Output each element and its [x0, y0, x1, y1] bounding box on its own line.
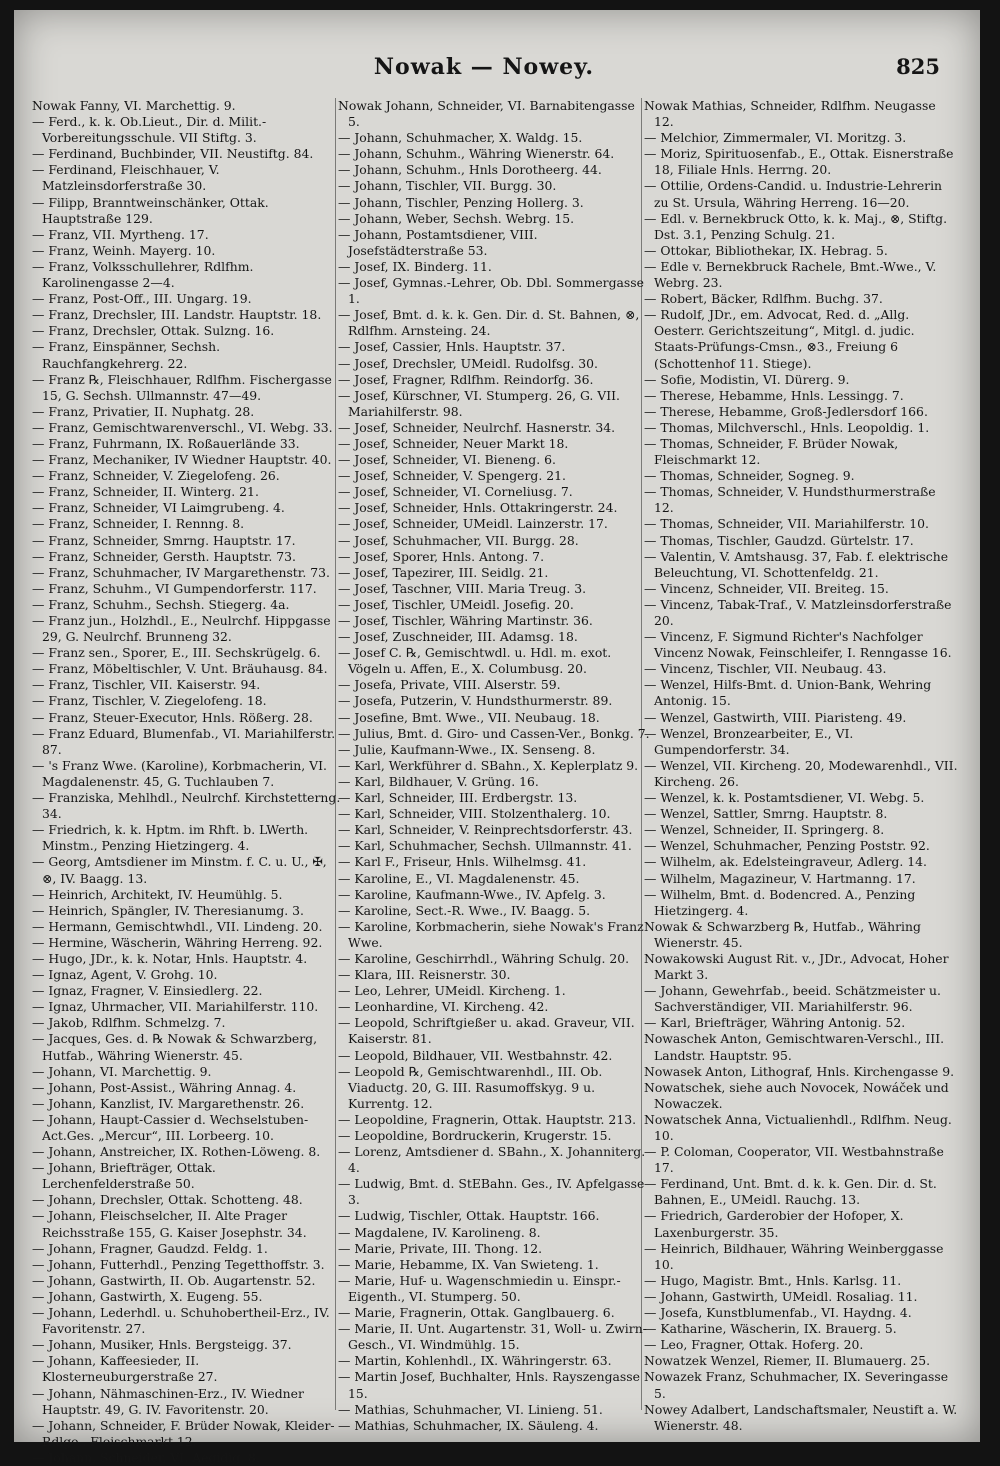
directory-entry: — Josef, Fragner, Rdlfhm. Reindorfg. 36.	[338, 371, 594, 387]
directory-entry: — Vincenz, F. Sigmund Richter's Nachfolger Vincenz Nowak, Feinschleifer, I. Renngasse 16.	[644, 629, 952, 661]
directory-entry: — Leopold, Bildhauer, VII. Westbahnstr. 42.	[338, 1047, 613, 1063]
directory-entry: — Karl, Werkführer d. SBahn., X. Keplerplatz 9.	[338, 757, 639, 773]
directory-entry: — Franz, Steuer-Executor, Hnls. Rößerg. 28.	[32, 709, 313, 725]
directory-entry: — Leonhardine, VI. Kircheng. 42.	[338, 999, 549, 1015]
directory-entry: — Ignaz, Agent, V. Grohg. 10.	[32, 967, 218, 983]
directory-entry: — Ottilie, Ordens-Candid. u. Industrie-Lehrerin zu St. Ursula, Währing Herreng. 16—20.	[644, 178, 943, 210]
directory-entry: — Johann, Gastwirth, UMeidl. Rosaliag. 11.	[644, 1288, 918, 1304]
directory-entry: — Ludwig, Tischler, Ottak. Hauptstr. 166.	[338, 1208, 600, 1224]
directory-entry: — Karoline, Kaufmann-Wwe., IV. Apfelg. 3.	[338, 886, 606, 902]
directory-entry: — Moriz, Spirituosenfab., E., Ottak. Eisnerstraße 18, Filiale Hnls. Herrng. 20.	[644, 146, 954, 178]
directory-entry: — Franz, Schneider, Gersth. Hauptstr. 73.	[32, 548, 296, 564]
directory-entry: — Josefa, Private, VIII. Alserstr. 59.	[338, 677, 561, 693]
directory-entry: — Josefine, Bmt. Wwe., VII. Neubaug. 18.	[338, 709, 600, 725]
directory-entry: Nowak & Schwarzberg ℞, Hutfab., Währing Wienerstr. 45.	[644, 918, 921, 950]
directory-entry: — Franz, Schneider, VI Laimgrubeng. 4.	[32, 500, 285, 516]
directory-entry: — Johann, Schneider, F. Brüder Nowak, Kleider-Rdlge., Fleischmarkt 12.	[32, 1417, 335, 1449]
directory-entry: — Wenzel, Sattler, Smrng. Hauptstr. 8.	[644, 806, 888, 822]
directory-entry: — Josef, Schneider, VI. Corneliusg. 7.	[338, 484, 573, 500]
directory-entry: — Franz, Tischler, VII. Kaiserstr. 94.	[32, 677, 261, 693]
directory-entry: Nowazek Franz, Schuhmacher, IX. Severingasse 5.	[644, 1369, 949, 1401]
directory-entry: — Leo, Fragner, Ottak. Hoferg. 20.	[644, 1337, 864, 1353]
directory-entry: — Wenzel, Bronzearbeiter, E., VI. Gumpendorferstr. 34.	[644, 725, 854, 757]
directory-entry: — Josef, Schneider, Neuer Markt 18.	[338, 435, 569, 451]
directory-entry: — Franz, Fuhrmann, IX. Roßauerlände 33.	[32, 435, 300, 451]
directory-entry: — Franz, Einspänner, Sechsh. Rauchfangkehrerg. 22.	[32, 339, 221, 371]
directory-entry: — Josef, Schneider, UMeidl. Lainzerstr. 17.	[338, 516, 608, 532]
directory-entry: — Thomas, Schneider, Sogneg. 9.	[644, 468, 855, 484]
directory-entry: — Franz, Tischler, V. Ziegelofeng. 18.	[32, 693, 267, 709]
directory-entry: — Johann, Lederhdl. u. Schuhobertheil-Erz., IV. Favoritenstr. 27.	[32, 1305, 330, 1337]
directory-entry: — Franz, Volksschullehrer, Rdlfhm. Karolinengasse 2—4.	[32, 258, 254, 291]
directory-entry: — Karoline, Korbmacherin, siehe Nowak's Franz Wwe.	[338, 918, 644, 950]
directory-entry: — Josef, Kürschner, VI. Stumperg. 26, G. VII. Mariahilferstr. 98.	[338, 387, 620, 419]
directory-entry: — Johann, Schneider, VI. Aegidig. 8.	[32, 1449, 260, 1465]
directory-entry: — Karl, Bildhauer, V. Grüng. 16.	[338, 773, 539, 789]
directory-entry: — Vincenz, Schneider, VII. Breiteg. 15.	[644, 580, 889, 596]
directory-entry: — Klara, III. Reisnerstr. 30.	[338, 967, 511, 983]
directory-entry: — Franz, Schneider, II. Winterg. 21.	[32, 484, 259, 500]
directory-entry: — Franz, Schuhm., VI Gumpendorferstr. 117.	[32, 580, 317, 596]
directory-entry: Nowatschek Anna, Victualienhdl., Rdlfhm. Neug. 10.	[644, 1111, 952, 1143]
directory-entry: — Franz, Schuhm., Sechsh. Stiegerg. 4a.	[32, 596, 290, 612]
directory-entry: — Melchior, Zimmermaler, VI. Moritzg. 3.	[644, 130, 907, 146]
directory-entry: — Josef, Schuhmacher, VII. Burgg. 28.	[338, 532, 579, 548]
directory-entry: — Franz, Drechsler, Ottak. Sulzng. 16.	[32, 323, 275, 339]
directory-entry: — Josef, Zuschneider, III. Adamsg. 18.	[338, 629, 578, 645]
directory-entry: — Wenzel, VII. Kircheng. 20, Modewarenhdl., VII. Kircheng. 26.	[644, 757, 958, 789]
directory-entry: — Johann, Gastwirth, II. Ob. Augartenstr. 52.	[32, 1272, 316, 1288]
directory-entry: — Sofie, Modistin, VI. Dürerg. 9.	[644, 371, 850, 387]
directory-entry: — Johann, Postamtsdiener, VIII. Josefstädterstraße 53.	[338, 226, 538, 258]
directory-entry: — Rudolf, JDr., em. Advocat, Red. d. „Allg. Oesterr. Gerichtszeitung“, Mitgl. d. judic. Staats-Prüfungs-Cmsn., ⊗3., Freiung 6 (Schottenhof 11. Stiege).	[644, 307, 915, 371]
directory-entry: — Johann, Schuhmacher, X. Waldg. 15.	[338, 130, 583, 146]
directory-entry: — Wenzel, Schneider, II. Springerg. 8.	[644, 822, 885, 838]
directory-entry: — Josef, Drechsler, UMeidl. Rudolfsg. 30.	[338, 355, 598, 371]
directory-entry: — Johann, Weber, Sechsh. Webrg. 15.	[338, 210, 575, 226]
directory-entry: — Wilhelm, ak. Edelsteingraveur, Adlerg. 14.	[644, 854, 927, 870]
directory-entry: — Franz, Drechsler, III. Landstr. Hauptstr. 18.	[32, 307, 322, 323]
directory-entry: — Franz, Schneider, Smrng. Hauptstr. 17.	[32, 532, 296, 548]
column-right	[644, 98, 958, 1433]
directory-entry: — Hermann, Gemischtwhdl., VII. Lindeng. 20.	[32, 918, 323, 934]
directory-entry: — Franz, Möbeltischler, V. Unt. Bräuhausg. 84.	[32, 661, 328, 677]
directory-entry: — Thomas, Schneider, F. Brüder Nowak, Fleischmarkt 12.	[644, 435, 899, 468]
directory-entry: — Filipp, Branntweinschänker, Ottak. Hauptstraße 129.	[32, 194, 269, 226]
directory-entry: — Martin, Kohlenhdl., IX. Währingerstr. 63.	[338, 1353, 612, 1369]
directory-entry: — Johann, Schuhm., Hnls Dorotheerg. 44.	[338, 162, 602, 178]
directory-entry: — Therese, Hebamme, Hnls. Lessingg. 7.	[644, 387, 904, 403]
directory-entry: — Edle v. Bernekbruck Rachele, Bmt.-Wwe., V. Webrg. 23.	[644, 258, 937, 291]
directory-entry: — Ottokar, Bibliothekar, IX. Hebrag. 5.	[644, 242, 888, 258]
directory-entry: — Wenzel, k. k. Postamtsdiener, VI. Webg. 5.	[644, 790, 925, 806]
directory-entry: Nowatschek, siehe auch Novocek, Nowáček und Nowaczek.	[644, 1079, 949, 1111]
directory-entry: — Thomas, Tischler, Gaudzd. Gürtelstr. 17.	[644, 532, 914, 548]
page-header	[14, 54, 980, 84]
directory-entry: — Josef, Schneider, V. Spengerg. 21.	[338, 468, 566, 484]
directory-entry: — Johann, Fragner, Gaudzd. Feldg. 1.	[32, 1240, 268, 1256]
directory-entry: — Therese, Hebamme, Groß-Jedlersdorf 166.	[644, 403, 928, 419]
directory-entry: — Heinrich, Spängler, IV. Theresianumg. 3.	[32, 902, 304, 918]
directory-entry: — Wenzel, Hilfs-Bmt. d. Union-Bank, Wehring Antonig. 15.	[644, 677, 932, 709]
directory-entry: — Franz, Post-Off., III. Ungarg. 19.	[32, 291, 252, 307]
column-left	[32, 98, 344, 1465]
directory-entry: — Marie, II. Unt. Augartenstr. 31, Woll- u. Zwirn-Gesch., VI. Windmühlg. 15.	[338, 1321, 647, 1353]
directory-entry: Nowak Johann, Schneider, VI. Barnabitengasse 5.	[338, 98, 635, 130]
directory-entry: — Johann, Kaffeesieder, II. Klosterneuburgerstraße 27.	[32, 1353, 218, 1385]
directory-entry: — Franz, Weinh. Mayerg. 10.	[32, 242, 216, 258]
directory-entry: — Heinrich, Architekt, IV. Heumühlg. 5.	[32, 886, 283, 902]
directory-entry: — Magdalene, IV. Karolineng. 8.	[338, 1224, 541, 1240]
directory-entry: — P. Coloman, Cooperator, VII. Westbahnstraße 17.	[644, 1144, 944, 1176]
directory-entry: — Leo, Lehrer, UMeidl. Kircheng. 1.	[338, 983, 566, 999]
directory-entry: — Marie, Private, III. Thong. 12.	[338, 1240, 543, 1256]
column-middle	[338, 98, 650, 1433]
directory-entry: — Josef, Taschner, VIII. Maria Treug. 3.	[338, 580, 587, 596]
directory-entry: — Josef, Tapezirer, III. Seidlg. 21.	[338, 564, 549, 580]
directory-entry: — Karoline, E., VI. Magdalenenstr. 45.	[338, 870, 580, 886]
directory-entry: Nowak Mathias, Schneider, Rdlfhm. Neugasse 12.	[644, 98, 936, 130]
directory-entry: — Franz ℞, Fleischhauer, Rdlfhm. Fischergasse 15, G. Sechsh. Ullmannstr. 47—49.	[32, 371, 332, 403]
directory-entry: — Johann, Tischler, VII. Burgg. 30.	[338, 178, 557, 194]
directory-entry: — Josef, Tischler, Währing Martinstr. 36.	[338, 613, 593, 628]
directory-entry: — 's Franz Wwe. (Karoline), Korbmacherin, VI. Magdalenenstr. 45, G. Tuchlauben 7.	[32, 757, 327, 789]
directory-entry: Nowasek Anton, Lithograf, Hnls. Kirchengasse 9.	[644, 1063, 955, 1079]
page-number: 825	[896, 54, 940, 79]
directory-entry: — Franz, Schneider, V. Ziegelofeng. 26.	[32, 468, 280, 484]
directory-entry: — Karl, Schuhmacher, Sechsh. Ullmannstr. 41.	[338, 838, 632, 854]
directory-entry: — Johann, Gewehrfab., beeid. Schätzmeister u. Sachverständiger, VII. Mariahilferstr. 96.	[644, 983, 941, 1015]
directory-entry: — Leopoldine, Bordruckerin, Krugerstr. 15.	[338, 1128, 612, 1143]
directory-entry: — Ferdinand, Fleischhauer, V. Matzleinsdorferstraße 30.	[32, 162, 220, 194]
directory-entry: — Lorenz, Amtsdiener d. SBahn., X. Johanniterg. 4.	[338, 1144, 646, 1176]
directory-entry: — Leopold, Schriftgießer u. akad. Graveur, VII. Kaiserstr. 81.	[338, 1015, 635, 1047]
directory-page	[14, 10, 980, 1465]
directory-entry: — Johann, Kanzlist, IV. Margarethenstr. 26.	[32, 1095, 305, 1111]
directory-entry: — Georg, Amtsdiener im Minstm. f. C. u. U., ✠, ⊗, IV. Baagg. 13.	[32, 854, 327, 886]
directory-entry: — Josef, Cassier, Hnls. Hauptstr. 37.	[338, 339, 566, 355]
directory-entry: — Johann, Anstreicher, IX. Rothen-Löweng. 8.	[32, 1144, 321, 1160]
directory-entry: — Ignaz, Fragner, V. Einsiedlerg. 22.	[32, 983, 263, 999]
directory-entry: — Marie, Fragnerin, Ottak. Ganglbauerg. 6.	[338, 1305, 615, 1321]
directory-entry: — Karl F., Friseur, Hnls. Wilhelmsg. 41.	[338, 854, 587, 870]
directory-entry: Nowey Adalbert, Landschaftsmaler, Neustift a. W. Wienerstr. 48.	[644, 1401, 958, 1433]
directory-entry: — Edl. v. Bernekbruck Otto, k. k. Maj., ⊗, Stiftg. Dst. 3.1, Penzing Schulg. 21.	[644, 210, 948, 242]
directory-entry: — Josefa, Putzerin, V. Hundsthurmerstr. 89.	[338, 693, 613, 709]
directory-entry: Nowakowski August Rit. v., JDr., Advocat, Hoher Markt 3.	[644, 950, 949, 983]
directory-entry: — Josef, Bmt. d. k. k. Gen. Dir. d. St. Bahnen, ⊗, Rdlfhm. Arnsteing. 24.	[338, 307, 640, 339]
directory-entry: — Karl, Briefträger, Währing Antonig. 52.	[644, 1015, 906, 1031]
directory-entry: — Franz, Schneider, I. Rennng. 8.	[32, 516, 245, 532]
directory-entry: — Jakob, Rdlfhm. Schmelzg. 7.	[32, 1015, 226, 1031]
directory-entry: — Johann, Fleischselcher, II. Alte Prager Reichsstraße 155, G. Kaiser Josephstr. 34.	[32, 1208, 307, 1240]
directory-entry: — Heinrich, Bildhauer, Währing Weinberggasse 10.	[644, 1240, 944, 1272]
directory-entry: — Josef, Gymnas.-Lehrer, Ob. Dbl. Sommergasse 1.	[338, 275, 644, 307]
directory-entry: — Johann, VI. Marchettig. 9.	[32, 1063, 212, 1079]
directory-entry: — Johann, Haupt-Cassier d. Wechselstuben-Act.Ges. „Mercur“, III. Lorbeerg. 10.	[32, 1111, 309, 1143]
directory-entry: — Hugo, Magistr. Bmt., Hnls. Karlsg. 11.	[644, 1272, 902, 1288]
directory-entry: — Thomas, Schneider, VII. Mariahilferstr. 10.	[644, 516, 929, 532]
directory-entry: — Marie, Huf- u. Wagenschmiedin u. Einspr.-Eigenth., VI. Stumperg. 50.	[338, 1272, 621, 1304]
directory-entry: — Mathias, Schuhmacher, VI. Linieng. 51.	[338, 1401, 603, 1417]
directory-entry: — Karl, Schneider, III. Erdbergstr. 13.	[338, 790, 578, 806]
directory-entry: — Karoline, Sect.-R. Wwe., IV. Baagg. 5.	[338, 902, 591, 918]
directory-entry: — Franz, Gemischtwarenverschl., VI. Webg. 33.	[32, 419, 333, 435]
directory-entry: — Vincenz, Tischler, VII. Neubaug. 43.	[644, 661, 887, 677]
directory-entry: — Karl, Schneider, V. Reinprechtsdorferstr. 43.	[338, 822, 633, 838]
directory-entry: — Josef, Tischler, UMeidl. Josefig. 20.	[338, 596, 574, 612]
directory-entry: — Wilhelm, Magazineur, V. Hartmanng. 17.	[644, 870, 916, 886]
directory-entry: — Thomas, Schneider, V. Hundsthurmerstraße 12.	[644, 484, 936, 516]
directory-entry: — Johann, Musiker, Hnls. Bergsteigg. 37.	[32, 1337, 292, 1353]
directory-entry: — Josef, Schneider, Hnls. Ottakringerstr. 24.	[338, 500, 618, 516]
directory-entry: — Josef, Schneider, Neulrchf. Hasnerstr. 34.	[338, 419, 616, 435]
directory-entry: — Friedrich, Garderobier der Hofoper, X. Laxenburgerstr. 35.	[644, 1208, 904, 1240]
directory-entry: — Hermine, Wäscherin, Währing Herreng. 92.	[32, 934, 323, 950]
directory-entry: — Johann, Tischler, Penzing Hollerg. 3.	[338, 194, 584, 210]
directory-entry: — Franz, Mechaniker, IV Wiedner Hauptstr. 40.	[32, 452, 332, 468]
directory-entry: — Josefa, Kunstblumenfab., VI. Haydng. 4.	[644, 1305, 912, 1321]
directory-entry: — Franziska, Mehlhdl., Neulrchf. Kirchstetterng. 34.	[32, 790, 341, 822]
directory-entry: — Franz jun., Holzhdl., E., Neulrchf. Hippgasse 29, G. Neulrchf. Brunneng 32.	[32, 613, 331, 645]
directory-entry: — Johann, Gastwirth, X. Eugeng. 55.	[32, 1288, 263, 1304]
directory-entry: — Friedrich, k. k. Hptm. im Rhft. b. LWerth. Minstm., Penzing Hietzingerg. 4.	[32, 822, 309, 854]
directory-entry: — Johann, Futterhdl., Penzing Tegetthoffstr. 3.	[32, 1256, 325, 1272]
directory-entry: — Johann, Post-Assist., Währing Annag. 4.	[32, 1079, 297, 1095]
directory-entry: — Johann, Nähmaschinen-Erz., IV. Wiedner Hauptstr. 49, G. IV. Favoritenstr. 20.	[32, 1385, 304, 1417]
directory-entry: — Hugo, JDr., k. k. Notar, Hnls. Hauptstr. 4.	[32, 950, 308, 966]
directory-entry: — Johann, Schuhm., Währing Wienerstr. 64.	[338, 146, 615, 162]
directory-entry: — Mathias, Schuhmacher, IX. Säuleng. 4.	[338, 1417, 599, 1433]
directory-entry: — Franz, Schuhmacher, IV Margarethenstr. 73.	[32, 564, 330, 580]
page-title: Nowak — Nowey.	[373, 54, 595, 80]
directory-entry: — Josef C. ℞, Gemischtwdl. u. Hdl. m. exot. Vögeln u. Affen, E., X. Columbusg. 20.	[338, 645, 612, 677]
directory-entry: — Josef, Sporer, Hnls. Antong. 7.	[338, 548, 545, 564]
directory-entry: — Franz, VII. Myrtheng. 17.	[32, 226, 209, 242]
directory-entry: — Katharine, Wäscherin, IX. Brauerg. 5.	[644, 1321, 897, 1337]
directory-entry: — Ferdinand, Buchbinder, VII. Neustiftg. 84.	[32, 146, 314, 162]
directory-entry: — Franz sen., Sporer, E., III. Sechskrügelg. 6.	[32, 645, 321, 661]
directory-entry: Nowaschek Anton, Gemischtwaren-Verschl., III. Landstr. Hauptstr. 95.	[644, 1031, 945, 1063]
directory-entry: — Franz Eduard, Blumenfab., VI. Mariahilferstr. 87.	[32, 725, 336, 757]
directory-entry: — Ferdinand, Unt. Bmt. d. k. k. Gen. Dir. d. St. Bahnen, E., UMeidl. Rauchg. 13.	[644, 1176, 937, 1208]
directory-entry: — Karl, Schneider, VIII. Stolzenthalerg. 10.	[338, 806, 611, 822]
directory-entry: — Marie, Hebamme, IX. Van Swieteng. 1.	[338, 1256, 599, 1272]
directory-entry: — Johann, Briefträger, Ottak. Lerchenfelderstraße 50.	[32, 1160, 216, 1192]
directory-entry: — Josef, IX. Binderg. 11.	[338, 258, 492, 274]
directory-entry: — Jacques, Ges. d. ℞ Nowak & Schwarzberg, Hutfab., Währing Wienerstr. 45.	[32, 1031, 318, 1063]
directory-entry: — Julie, Kaufmann-Wwe., IX. Senseng. 8.	[338, 741, 596, 757]
directory-entry: — Franz, Privatier, II. Nuphatg. 28.	[32, 403, 255, 419]
directory-entry: — Thomas, Milchverschl., Hnls. Leopoldig. 1.	[644, 419, 930, 435]
directory-entry: — Wenzel, Gastwirth, VIII. Piaristeng. 49.	[644, 709, 907, 725]
directory-entry: — Robert, Bäcker, Rdlfhm. Buchg. 37.	[644, 291, 883, 307]
directory-entry: — Leopold ℞, Gemischtwarenhdl., III. Ob. Viaductg. 20, G. III. Rasumoffskyg. 9 u. Kurrentg. 12.	[338, 1063, 603, 1111]
directory-entry: Nowatzek Wenzel, Riemer, II. Blumauerg. 25.	[644, 1353, 931, 1369]
directory-entry: — Ludwig, Bmt. d. StEBahn. Ges., IV. Apfelgasse 3.	[338, 1176, 645, 1208]
directory-entry: — Valentin, V. Amtshausg. 37, Fab. f. elektrische Beleuchtung, VI. Schottenfeldg. 21.	[644, 548, 949, 580]
directory-entry: — Vincenz, Tabak-Traf., V. Matzleinsdorferstraße 20.	[644, 596, 952, 628]
directory-entry: — Ferd., k. k. Ob.Lieut., Dir. d. Milit.-Vorbereitungsschule. VII Stiftg. 3.	[32, 114, 267, 146]
directory-entry: — Martin Josef, Buchhalter, Hnls. Rayszengasse 15.	[338, 1369, 640, 1401]
directory-entry: — Ignaz, Uhrmacher, VII. Mariahilferstr. 110.	[32, 999, 319, 1015]
directory-entry: — Karoline, Geschirrhdl., Währing Schulg. 20.	[338, 950, 630, 966]
directory-entry: Nowak Fanny, VI. Marchettig. 9.	[32, 98, 236, 113]
directory-entry: — Josef, Schneider, VI. Bieneng. 6.	[338, 452, 556, 468]
directory-entry: — Julius, Bmt. d. Giro- und Cassen-Ver., Bonkg. 7.	[338, 725, 650, 741]
directory-entry: — Wilhelm, Bmt. d. Bodencred. A., Penzing Hietzingerg. 4.	[644, 886, 916, 918]
directory-entry: — Leopoldine, Fragnerin, Ottak. Hauptstr. 213.	[338, 1111, 637, 1127]
directory-entry: — Johann, Drechsler, Ottak. Schotteng. 48.	[32, 1192, 303, 1208]
directory-entry: — Wenzel, Schuhmacher, Penzing Poststr. 92.	[644, 838, 930, 854]
